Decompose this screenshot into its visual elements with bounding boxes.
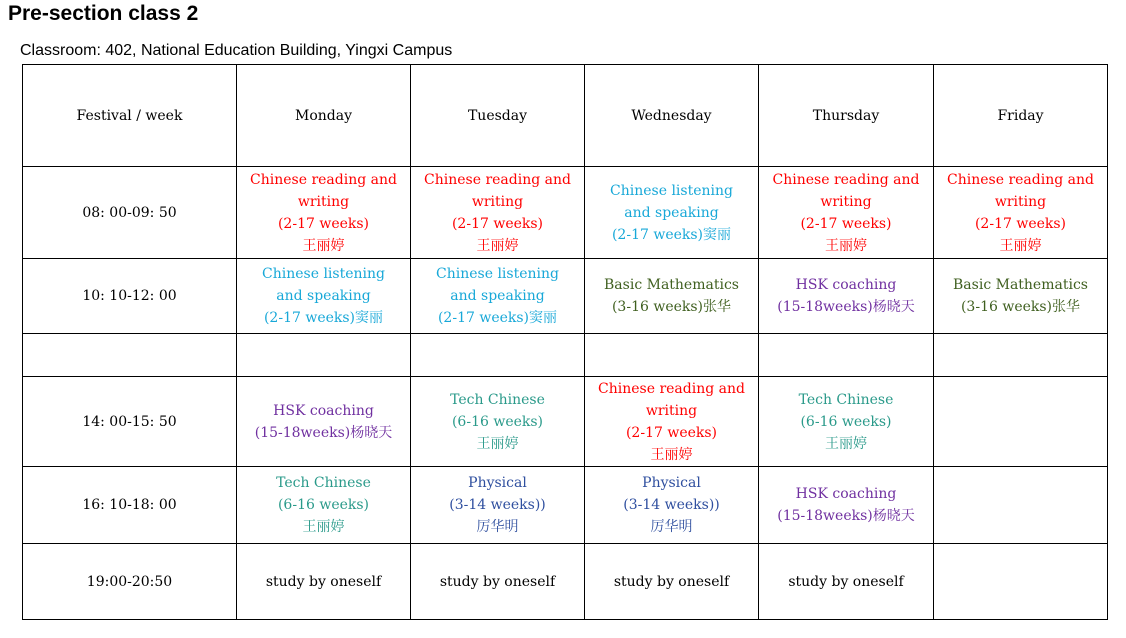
timetable-body xyxy=(23,167,1108,620)
class-cell-line: Basic Mathematics xyxy=(604,277,739,293)
class-cell-wednesday xyxy=(585,167,759,259)
class-cell-line: 王丽婷 xyxy=(825,237,867,254)
class-cell-line: (2-17 weeks) xyxy=(625,424,718,441)
class-cell-line: and speaking xyxy=(624,204,719,221)
class-cell-line: (15-18weeks)杨晓天 xyxy=(777,508,915,524)
class-cell-line: study by oneself xyxy=(613,573,730,590)
class-cell-line: Chinese reading and xyxy=(250,171,397,188)
class-cell-wednesday xyxy=(585,544,759,620)
time-slot-label: 16: 10-18: 00 xyxy=(23,467,237,544)
class-cell-line: Chinese reading and xyxy=(598,380,745,397)
class-cell-line: writing xyxy=(994,193,1047,210)
class-cell-line: 王丽婷 xyxy=(302,519,345,535)
class-cell-line: HSK coaching xyxy=(273,402,374,419)
class-cell-friday xyxy=(934,334,1108,377)
class-cell-line: (2-17 weeks) xyxy=(451,215,544,232)
class-cell-line: Chinese listening xyxy=(436,266,559,282)
header-day-monday: Monday xyxy=(237,65,411,167)
timetable-row xyxy=(23,544,1108,620)
classroom-info: Classroom: 402, National Education Building, Yingxi Campus xyxy=(20,42,453,59)
class-cell-line: Tech Chinese xyxy=(798,391,894,408)
class-cell-tuesday xyxy=(411,259,585,334)
class-cell-line: (3-16 weeks)张华 xyxy=(960,299,1081,315)
class-cell-line: (3-16 weeks)张华 xyxy=(611,299,732,315)
class-cell-wednesday xyxy=(585,377,759,467)
class-cell-friday xyxy=(934,167,1108,259)
time-slot-label: 19:00-20:50 xyxy=(23,544,237,620)
class-cell-line: Basic Mathematics xyxy=(953,277,1088,293)
class-cell-line: Physical xyxy=(642,475,701,491)
class-cell-tuesday xyxy=(411,167,585,259)
class-cell-line: (2-17 weeks) xyxy=(277,215,370,232)
class-cell-friday xyxy=(934,467,1108,544)
class-cell-tuesday xyxy=(411,467,585,544)
class-cell-tuesday xyxy=(411,544,585,620)
class-cell-line: (2-17 weeks)窦丽 xyxy=(437,310,558,326)
class-cell-thursday xyxy=(759,334,934,377)
class-cell-line: Chinese listening xyxy=(262,266,385,282)
class-cell-wednesday xyxy=(585,334,759,377)
class-cell-line: Tech Chinese xyxy=(276,475,371,491)
class-cell-monday xyxy=(237,334,411,377)
class-cell-wednesday xyxy=(585,259,759,334)
page-title: Pre-section class 2 xyxy=(8,2,199,25)
class-cell-line: (15-18weeks)杨晓天 xyxy=(254,424,393,441)
header-day-thursday: Thursday xyxy=(759,65,934,167)
class-cell-line: (2-17 weeks) xyxy=(974,215,1067,232)
class-cell-line: 王丽婷 xyxy=(825,435,867,452)
class-cell-line: Chinese reading and xyxy=(947,171,1094,188)
class-cell-line: (2-17 weeks) xyxy=(800,215,892,232)
class-cell-thursday xyxy=(759,544,934,620)
class-cell-line: HSK coaching xyxy=(795,277,897,293)
class-cell-line: 王丽婷 xyxy=(999,237,1042,254)
header-time-slot: Festival / week xyxy=(23,65,237,167)
class-cell-line: study by oneself xyxy=(265,573,382,590)
class-cell-monday xyxy=(237,377,411,467)
class-cell-line: (3-14 weeks)) xyxy=(623,497,720,513)
class-cell-friday xyxy=(934,544,1108,620)
class-cell-line: Tech Chinese xyxy=(450,391,545,408)
class-cell-line: Chinese reading and xyxy=(772,171,920,188)
class-cell-monday xyxy=(237,467,411,544)
header-day-wednesday: Wednesday xyxy=(585,65,759,167)
class-cell-line: 厉华明 xyxy=(650,519,693,535)
class-cell-line: (6-16 weeks) xyxy=(451,413,544,430)
timetable xyxy=(22,64,1108,620)
class-cell-thursday xyxy=(759,377,934,467)
class-cell-line: study by oneself xyxy=(439,573,556,590)
class-cell-line: 厉华明 xyxy=(476,519,519,535)
class-cell-tuesday xyxy=(411,334,585,377)
class-cell-line: Chinese listening xyxy=(610,182,733,199)
class-cell-monday xyxy=(237,259,411,334)
class-cell-line: (2-17 weeks)窦丽 xyxy=(611,226,732,243)
class-cell-thursday xyxy=(759,167,934,259)
class-cell-thursday xyxy=(759,259,934,334)
class-cell-line: writing xyxy=(297,193,350,210)
class-cell-line: and speaking xyxy=(450,288,545,304)
time-slot-label: 10: 10-12: 00 xyxy=(23,259,237,334)
header-day-tuesday: Tuesday xyxy=(411,65,585,167)
class-cell-tuesday xyxy=(411,377,585,467)
class-cell-wednesday xyxy=(585,467,759,544)
class-cell-line: Chinese reading and xyxy=(424,171,571,188)
class-cell-monday xyxy=(237,167,411,259)
class-cell-line: Physical xyxy=(468,475,527,491)
class-cell-line: writing xyxy=(471,193,524,210)
class-cell-line: and speaking xyxy=(276,288,371,304)
class-cell-line: study by oneself xyxy=(788,573,904,590)
class-cell-thursday xyxy=(759,467,934,544)
timetable-row xyxy=(23,259,1108,334)
class-cell-line: 王丽婷 xyxy=(476,237,519,254)
class-cell-line: (2-17 weeks)窦丽 xyxy=(263,310,384,326)
timetable-row xyxy=(23,377,1108,467)
timetable-row xyxy=(23,334,1108,377)
class-cell-line: writing xyxy=(820,193,872,210)
class-cell-line: (6-16 weeks) xyxy=(800,413,892,430)
time-slot-label: 14: 00-15: 50 xyxy=(23,377,237,467)
timetable-row xyxy=(23,167,1108,259)
time-slot-label xyxy=(23,334,237,377)
timetable-header-row xyxy=(23,65,1108,167)
class-cell-line: HSK coaching xyxy=(795,486,897,502)
class-cell-line: 王丽婷 xyxy=(650,446,693,463)
class-cell-line: 王丽婷 xyxy=(302,237,345,254)
time-slot-label: 08: 00-09: 50 xyxy=(23,167,237,259)
class-cell-line: (15-18weeks)杨晓天 xyxy=(777,299,915,315)
class-cell-line: (3-14 weeks)) xyxy=(449,497,546,513)
header-day-friday: Friday xyxy=(934,65,1108,167)
timetable-row xyxy=(23,467,1108,544)
class-cell-line: 王丽婷 xyxy=(476,435,519,452)
class-cell-line: writing xyxy=(645,402,698,419)
class-cell-friday xyxy=(934,259,1108,334)
class-cell-line: (6-16 weeks) xyxy=(277,497,370,513)
class-cell-monday xyxy=(237,544,411,620)
class-cell-friday xyxy=(934,377,1108,467)
